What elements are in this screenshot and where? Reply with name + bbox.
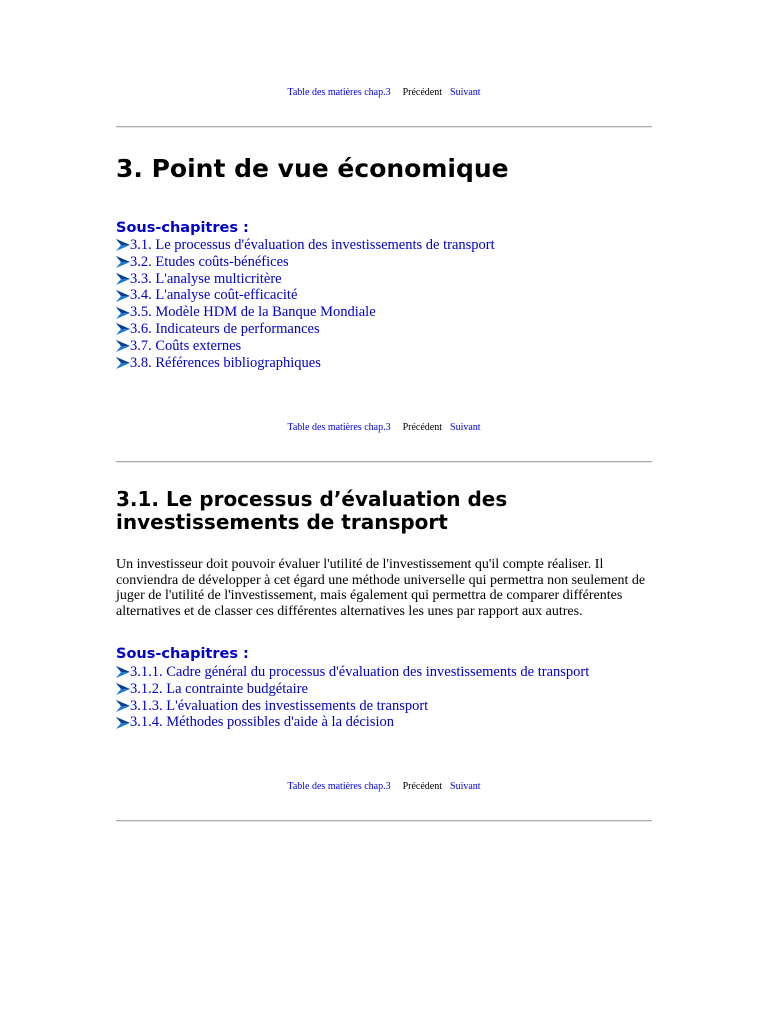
arrow-bullet-icon (116, 273, 130, 285)
page-title: 3. Point de vue économique (116, 154, 509, 183)
subchapter-link[interactable]: 3.6. Indicateurs de performances (130, 320, 320, 337)
arrow-bullet-icon (116, 357, 130, 369)
nav-previous-label: Précédent (402, 87, 443, 98)
list-item (116, 304, 676, 321)
subchapter-list (116, 237, 676, 371)
subchapter-link[interactable]: 3.4. L'analyse coût-efficacité (130, 287, 298, 304)
list-item (116, 714, 676, 731)
subchapter-link[interactable]: 3.7. Coûts externes (130, 337, 242, 354)
arrow-bullet-icon (116, 683, 130, 695)
section-paragraph: Un investisseur doit pouvoir évaluer l'utilité de l'investissement qu'il compte réaliser. Il conviendra de développer à cet égard une méthode universelle qui permettra non seulement de juger de l'utilité de l'investissement, mais également qui permettra de comparer différentes alternatives et de classer ces différentes alternatives les unes par rapport aux autres. (116, 557, 646, 619)
arrow-bullet-icon (116, 700, 130, 712)
nav-previous-label: Précédent (402, 422, 443, 433)
list-item (116, 271, 676, 288)
subchapter-link[interactable]: 3.1.3. L'évaluation des investissements de transport (130, 697, 429, 714)
list-item (116, 237, 676, 254)
section-title: 3.1. Le processus d’évaluation des investissements de transport (116, 487, 508, 534)
arrow-bullet-icon (116, 290, 130, 302)
list-item (116, 338, 676, 355)
divider (116, 461, 652, 463)
nav-toc-link[interactable]: Table des matières chap.3 (287, 781, 391, 792)
nav-toc-link[interactable]: Table des matières chap.3 (287, 87, 391, 98)
nav-bar-middle (0, 422, 768, 434)
arrow-bullet-icon (116, 666, 130, 678)
subchapters-heading: Sous-chapitres : (116, 220, 249, 236)
nav-toc-link[interactable]: Table des matières chap.3 (287, 422, 391, 433)
list-item (116, 287, 676, 304)
subchapter-link[interactable]: 3.1. Le processus d'évaluation des investissements de transport (130, 237, 495, 253)
list-item (116, 681, 676, 698)
divider (116, 820, 652, 822)
subchapter-list (116, 664, 676, 731)
list-item (116, 355, 676, 372)
arrow-bullet-icon (116, 340, 130, 352)
divider (116, 126, 652, 128)
arrow-bullet-icon (116, 323, 130, 335)
arrow-bullet-icon (116, 717, 130, 729)
subchapter-link[interactable]: 3.1.1. Cadre général du processus d'évaluation des investissements de transport (130, 664, 590, 680)
subchapter-link[interactable]: 3.2. Etudes coûts-bénéfices (130, 253, 289, 270)
nav-previous-label: Précédent (402, 781, 443, 792)
nav-next-link[interactable]: Suivant (450, 87, 481, 98)
subchapter-link[interactable]: 3.1.2. La contrainte budgétaire (130, 680, 308, 697)
subchapter-link[interactable]: 3.3. L'analyse multicritère (130, 270, 282, 287)
list-item (116, 254, 676, 271)
subchapter-link[interactable]: 3.8. Références bibliographiques (130, 354, 321, 371)
nav-bar-bottom (0, 781, 768, 793)
subchapter-link[interactable]: 3.1.4. Méthodes possibles d'aide à la décision (130, 714, 394, 731)
list-item (116, 664, 676, 681)
subchapter-link[interactable]: 3.5. Modèle HDM de la Banque Mondiale (130, 304, 376, 321)
arrow-bullet-icon (116, 307, 130, 319)
arrow-bullet-icon (116, 239, 130, 251)
nav-next-link[interactable]: Suivant (450, 781, 481, 792)
nav-bar-top (0, 87, 768, 99)
list-item (116, 321, 676, 338)
list-item (116, 698, 676, 715)
arrow-bullet-icon (116, 256, 130, 268)
subchapters-heading: Sous-chapitres : (116, 646, 249, 662)
nav-next-link[interactable]: Suivant (450, 422, 481, 433)
